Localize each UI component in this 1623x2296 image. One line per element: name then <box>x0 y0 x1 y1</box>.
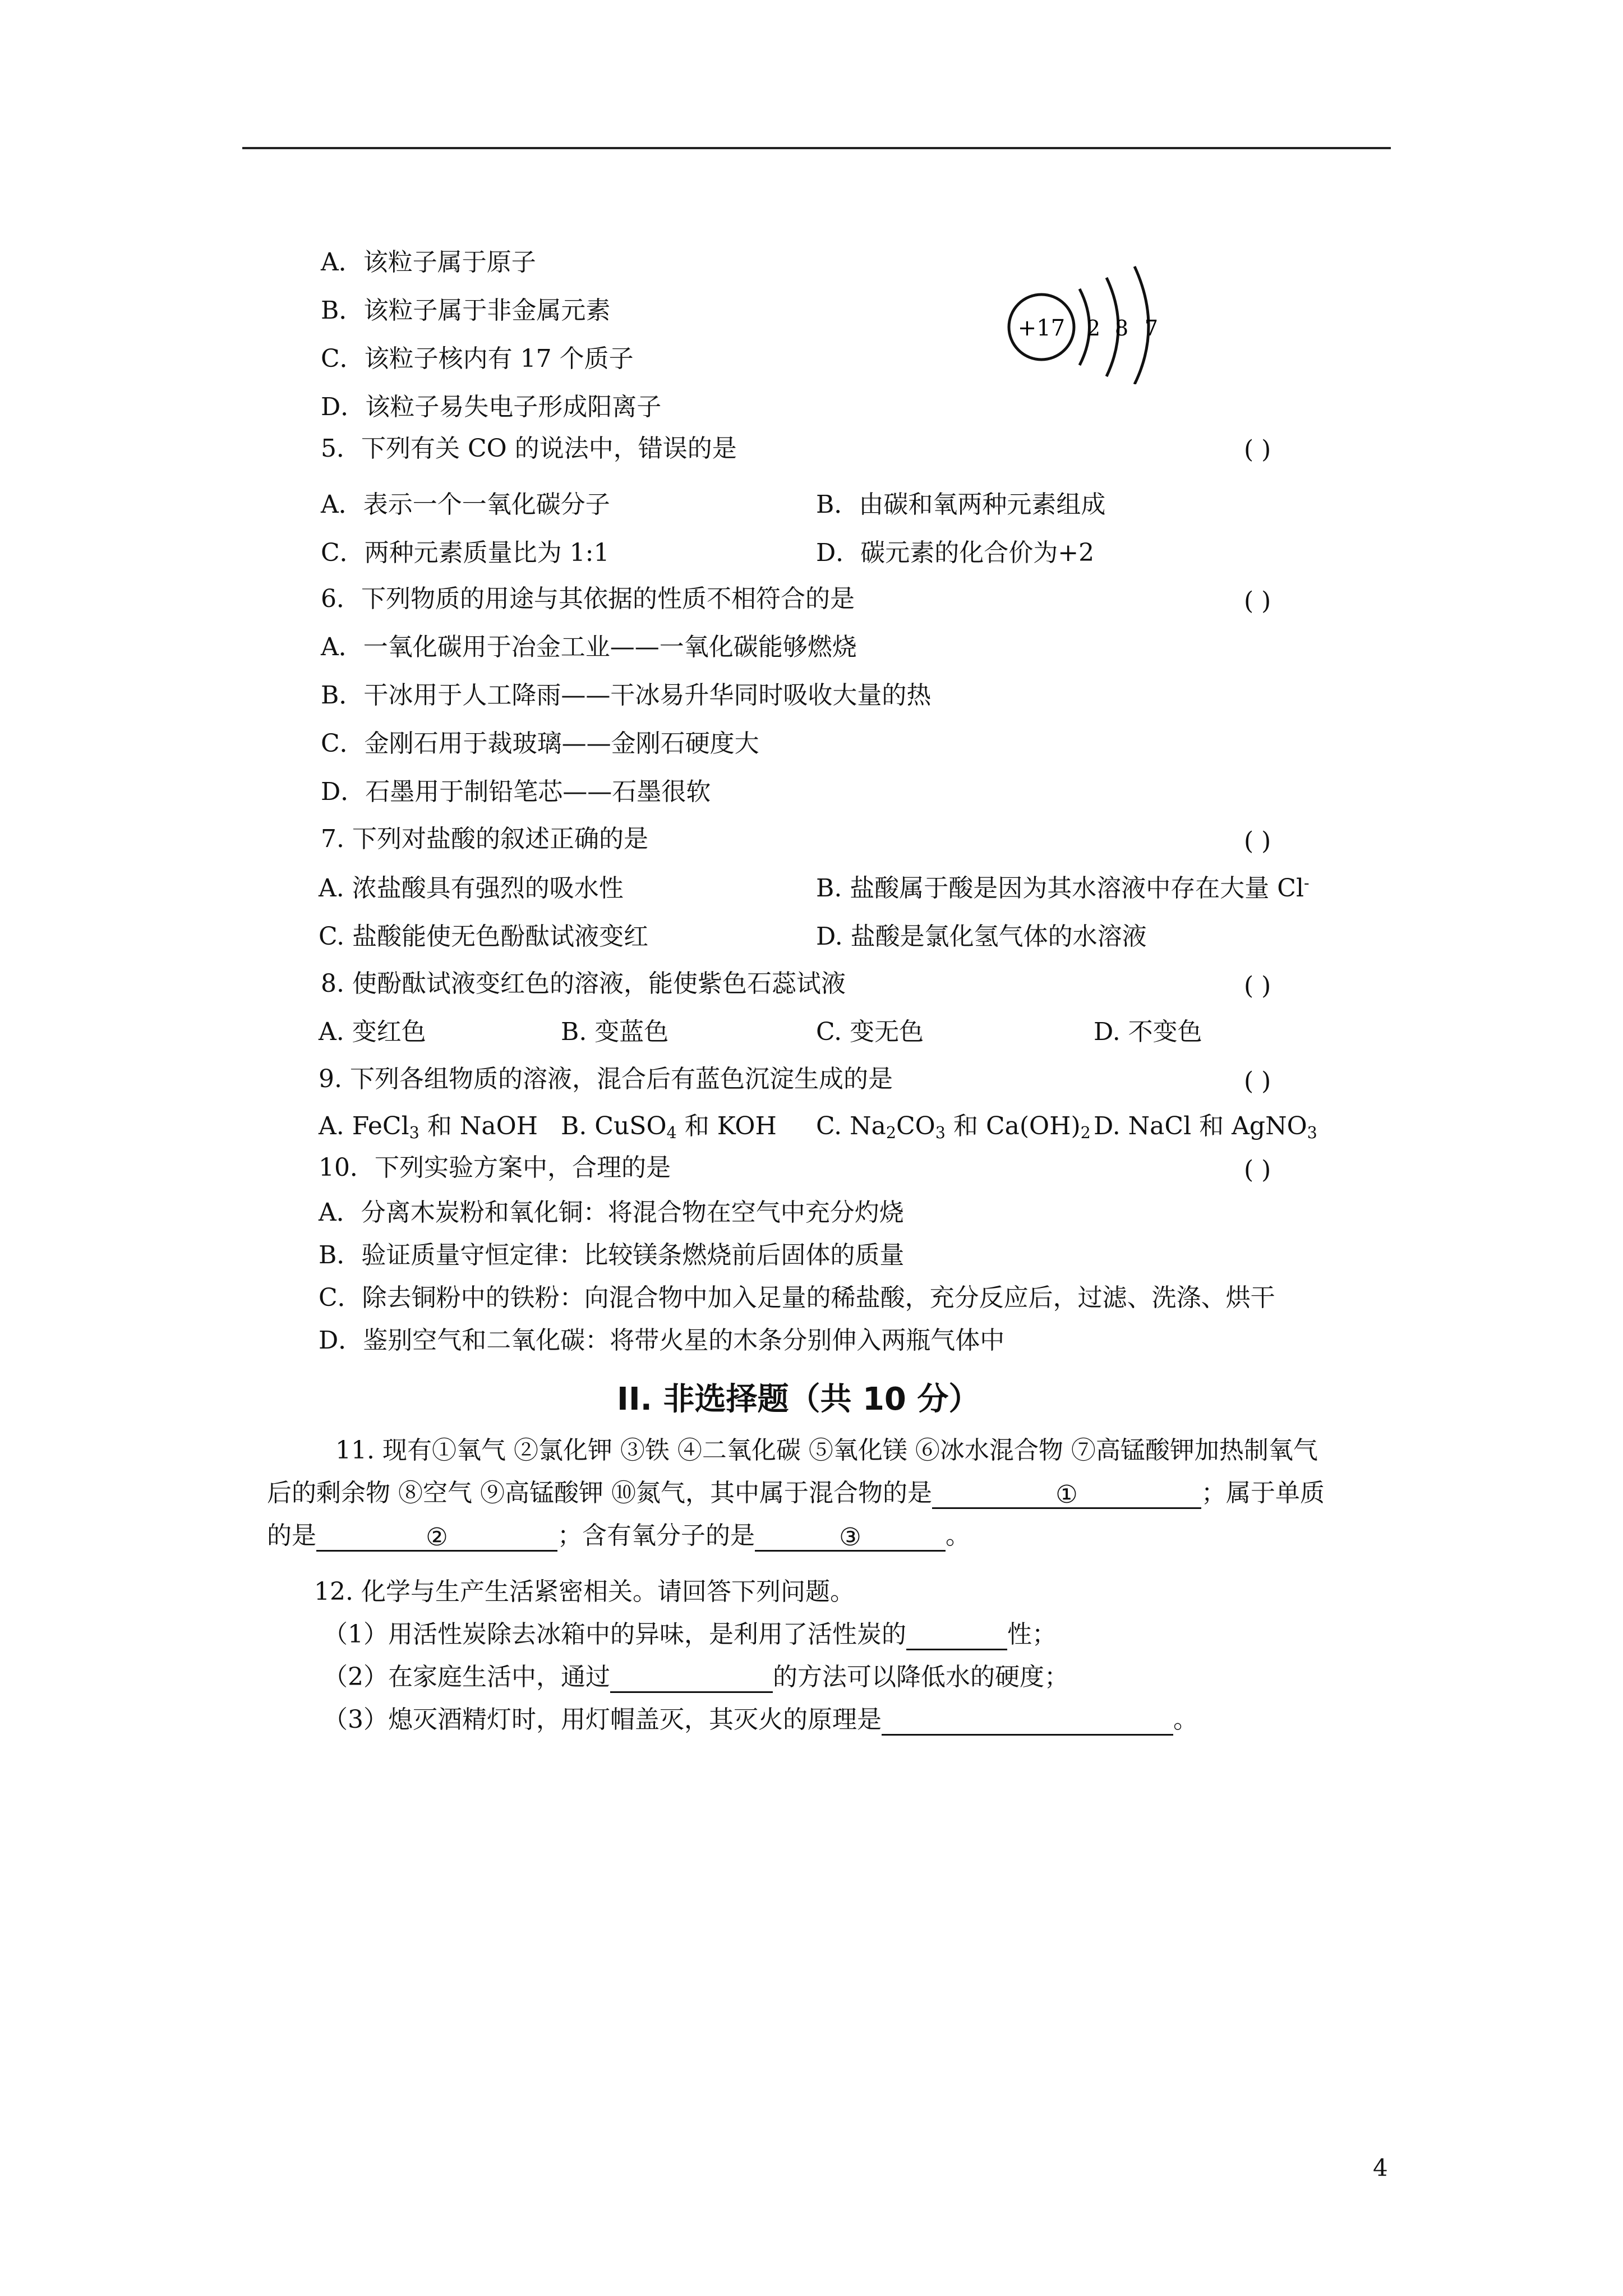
q4-option-c: C．该粒子核内有 17 个质子 <box>321 344 634 373</box>
q11-line-3: 的是 ② ；含有氧分子的是 ③ 。 <box>267 1521 970 1552</box>
q10-option-c: C．除去铜粉中的铁粉：向混合物中加入足量的稀盐酸，充分反应后，过滤、洗涤、烘干 <box>319 1283 1275 1312</box>
q9-answer-paren: ( ) <box>1244 1067 1271 1096</box>
shell-3-electrons: 7 <box>1144 316 1159 341</box>
q11-line-1: 11. 现有①氧气 ②氯化钾 ③铁 ④二氧化碳 ⑤氧化镁 ⑥冰水混合物 ⑦高锰酸钾加热制氧气 <box>335 1436 1318 1465</box>
q12-part-3: （3）熄灭酒精灯时，用灯帽盖灭，其灭火的原理是 。 <box>323 1704 1198 1736</box>
q4-option-a: A．该粒子属于原子 <box>321 248 536 277</box>
q6-answer-paren: ( ) <box>1244 587 1271 615</box>
q11-blank-1[interactable]: ① <box>932 1479 1201 1509</box>
section-2-heading: II. 非选择题（共 10 分） <box>617 1381 980 1418</box>
q10-stem: 10．下列实验方案中，合理的是 <box>319 1153 671 1182</box>
q11-blank-3[interactable]: ③ <box>755 1522 946 1552</box>
shell-1-electrons: 2 <box>1086 316 1101 341</box>
q10-option-d: D．鉴别空气和二氧化碳：将带火星的木条分别伸入两瓶气体中 <box>319 1326 1005 1355</box>
q4-option-b: B．该粒子属于非金属元素 <box>321 296 611 325</box>
q11-blank-2[interactable]: ② <box>316 1522 557 1552</box>
nucleus-charge: +17 <box>1017 315 1066 341</box>
q6-option-a: A．一氧化碳用于冶金工业——一氧化碳能够燃烧 <box>321 633 857 661</box>
q5-stem: 5．下列有关 CO 的说法中，错误的是 <box>321 434 737 463</box>
q10-option-b: B．验证质量守恒定律：比较镁条燃烧前后固体的质量 <box>319 1241 905 1269</box>
q11-line-2: 后的剩余物 ⑧空气 ⑨高锰酸钾 ⑩氮气，其中属于混合物的是 ① ；属于单质 <box>267 1479 1325 1509</box>
q8-option-d: D. 不变色 <box>1094 1018 1202 1046</box>
q5-option-b: B．由碳和氧两种元素组成 <box>816 490 1106 519</box>
q8-option-a: A. 变红色 <box>319 1018 426 1046</box>
q7-option-b: B. 盐酸属于酸是因为其水溶液中存在大量 Cl- <box>816 873 1310 903</box>
q9-option-c: C. $Na_2CO_3$ 和 $Ca(OH)_2$ <box>816 1112 1091 1143</box>
q12-stem: 12. 化学与生产生活紧密相关。请回答下列问题。 <box>314 1577 855 1606</box>
q7-stem: 7. 下列对盐酸的叙述正确的是 <box>321 825 648 853</box>
q9-option-b: B. CuSO$_4$ 和 KOH <box>561 1112 777 1143</box>
q7-option-d: D. 盐酸是氯化氢气体的水溶液 <box>816 922 1147 951</box>
q12-blank-3[interactable] <box>882 1706 1173 1736</box>
q12-part-1: （1）用活性炭除去冰箱中的异味，是利用了活性炭的 性； <box>323 1619 1057 1650</box>
q9-stem: 9. 下列各组物质的溶液，混合后有蓝色沉淀生成的是 <box>319 1065 893 1093</box>
q5-option-a: A．表示一个一氧化碳分子 <box>321 490 610 519</box>
q5-option-d: D．碳元素的化合价为+2 <box>816 539 1095 567</box>
q9-option-d: D. NaCl 和 AgNO$_3$ <box>1094 1112 1317 1143</box>
shell-2-electrons: 8 <box>1114 316 1129 341</box>
q12-blank-1[interactable] <box>906 1621 1007 1650</box>
q6-option-d: D．石墨用于制铅笔芯——石墨很软 <box>321 777 711 806</box>
atom-structure-diagram <box>995 255 1181 384</box>
q6-option-b: B．干冰用于人工降雨——干冰易升华同时吸收大量的热 <box>321 681 932 710</box>
q5-answer-paren: ( ) <box>1244 435 1271 464</box>
q7-answer-paren: ( ) <box>1244 827 1271 855</box>
q4-option-d: D．该粒子易失电子形成阳离子 <box>321 393 662 421</box>
q10-answer-paren: ( ) <box>1244 1156 1271 1184</box>
q7-option-c: C. 盐酸能使无色酚酞试液变红 <box>319 922 649 951</box>
q12-part-2: （2）在家庭生活中，通过 的方法可以降低水的硬度； <box>323 1662 1069 1693</box>
q12-blank-2[interactable] <box>610 1663 773 1693</box>
header-rule <box>242 147 1391 149</box>
page-number: 4 <box>1373 2154 1388 2182</box>
q8-option-b: B. 变蓝色 <box>561 1018 669 1046</box>
q6-stem: 6．下列物质的用途与其依据的性质不相符合的是 <box>321 585 855 613</box>
q5-option-c: C．两种元素质量比为 1:1 <box>321 539 610 567</box>
q9-option-a: A. FeCl$_3$ 和 NaOH <box>319 1112 538 1143</box>
q8-answer-paren: ( ) <box>1244 972 1271 1000</box>
q8-stem: 8. 使酚酞试液变红色的溶液，能使紫色石蕊试液 <box>321 969 846 998</box>
q8-option-c: C. 变无色 <box>816 1018 924 1046</box>
q10-option-a: A．分离木炭粉和氧化铜：将混合物在空气中充分灼烧 <box>319 1198 904 1227</box>
q7-option-a: A. 浓盐酸具有强烈的吸水性 <box>319 874 624 903</box>
q6-option-c: C．金刚石用于裁玻璃——金刚石硬度大 <box>321 729 759 758</box>
